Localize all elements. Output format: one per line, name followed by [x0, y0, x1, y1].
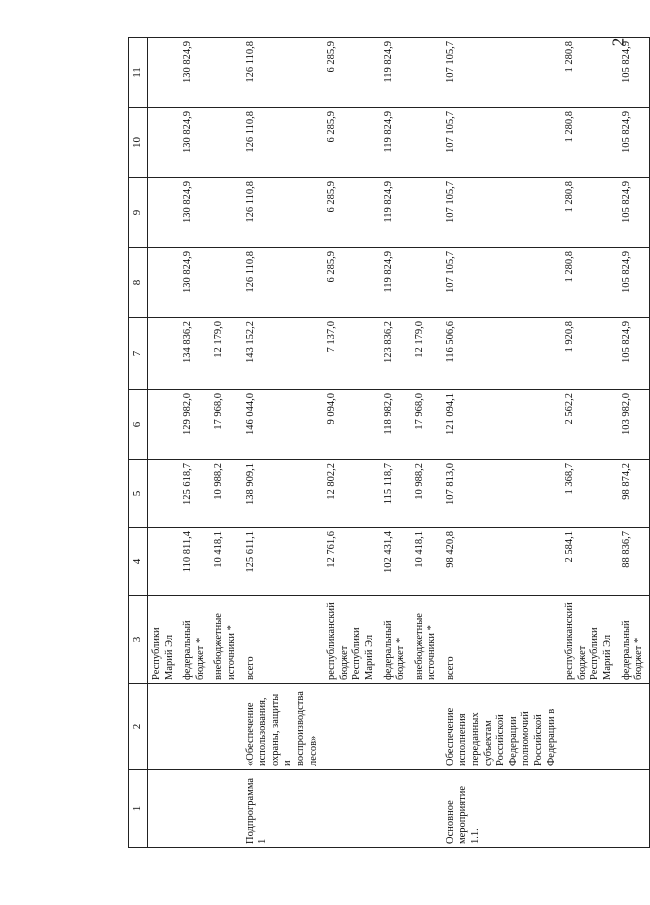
value-cell: [148, 528, 180, 596]
page-number: 2: [608, 37, 628, 47]
value-cell: 10 418,1: [210, 528, 241, 596]
value-cell: 116 506,6: [442, 318, 561, 390]
column-header: 8: [129, 248, 148, 318]
value-cell: 143 152,2: [242, 318, 324, 390]
value-cell: 12 179,0: [210, 318, 241, 390]
value-cell: 7 137,0: [323, 318, 379, 390]
program-cell: [323, 770, 379, 848]
column-header: 10: [129, 108, 148, 178]
value-cell: 125 611,1: [242, 528, 324, 596]
description-cell: «Обеспечение использования, охраны, защиты и воспроизводства лесов»: [242, 684, 324, 770]
value-cell: 107 105,7: [442, 38, 561, 108]
value-cell: 146 044,0: [242, 390, 324, 460]
value-cell: [210, 178, 241, 248]
description-cell: Обеспечение исполнения переданных субъектам Российской Федерации полномочий Российской Федерации в: [442, 684, 561, 770]
description-cell: [323, 684, 379, 770]
value-cell: 6 285,9: [323, 108, 379, 178]
table-row: [561, 38, 617, 848]
value-cell: 138 909,1: [242, 460, 324, 528]
value-cell: 1 280,8: [561, 108, 617, 178]
value-cell: 9 094,0: [323, 390, 379, 460]
description-cell: [618, 684, 650, 770]
value-cell: 98 420,8: [442, 528, 561, 596]
value-cell: 119 824,9: [380, 108, 411, 178]
value-cell: [148, 108, 180, 178]
budget-table: [128, 37, 650, 848]
value-cell: 102 431,4: [380, 528, 411, 596]
description-cell: [179, 684, 210, 770]
value-cell: 134 836,2: [179, 318, 210, 390]
value-cell: 107 813,0: [442, 460, 561, 528]
value-cell: [411, 178, 442, 248]
column-header: 5: [129, 460, 148, 528]
value-cell: 12 761,6: [323, 528, 379, 596]
value-cell: 103 982,0: [618, 390, 650, 460]
table-row: [618, 38, 650, 848]
value-cell: 2 584,1: [561, 528, 617, 596]
column-header: 7: [129, 318, 148, 390]
value-cell: 2 562,2: [561, 390, 617, 460]
value-cell: [148, 248, 180, 318]
source-cell: республиканский бюджет Республики Марий Эл: [323, 596, 379, 684]
value-cell: [148, 390, 180, 460]
value-cell: 1 280,8: [561, 248, 617, 318]
value-cell: 119 824,9: [380, 178, 411, 248]
value-cell: 10 988,2: [411, 460, 442, 528]
value-cell: 1 368,7: [561, 460, 617, 528]
value-cell: 88 836,7: [618, 528, 650, 596]
value-cell: 105 824,9: [618, 38, 650, 108]
value-cell: 121 094,1: [442, 390, 561, 460]
value-cell: 129 982,0: [179, 390, 210, 460]
value-cell: 1 920,8: [561, 318, 617, 390]
value-cell: [210, 248, 241, 318]
value-cell: 12 179,0: [411, 318, 442, 390]
value-cell: 105 824,9: [618, 108, 650, 178]
value-cell: 6 285,9: [323, 178, 379, 248]
column-header: 3: [129, 596, 148, 684]
value-cell: 6 285,9: [323, 248, 379, 318]
value-cell: 12 802,2: [323, 460, 379, 528]
program-cell: Подпрограмма 1: [242, 770, 324, 848]
value-cell: 107 105,7: [442, 108, 561, 178]
source-cell: федеральный бюджет *: [179, 596, 210, 684]
description-cell: [148, 684, 180, 770]
source-cell: всего: [242, 596, 324, 684]
source-cell: федеральный бюджет *: [618, 596, 650, 684]
column-number-row: [129, 38, 148, 848]
source-cell: внебюджетные источники *: [411, 596, 442, 684]
value-cell: 1 280,8: [561, 38, 617, 108]
value-cell: [148, 38, 180, 108]
value-cell: [210, 108, 241, 178]
value-cell: 125 618,7: [179, 460, 210, 528]
program-cell: [148, 770, 180, 848]
program-cell: [411, 770, 442, 848]
column-header: 6: [129, 390, 148, 460]
column-header: 1: [129, 770, 148, 848]
column-header: 11: [129, 38, 148, 108]
value-cell: 105 824,9: [618, 178, 650, 248]
value-cell: 98 874,2: [618, 460, 650, 528]
value-cell: 130 824,9: [179, 108, 210, 178]
table-row: [442, 38, 561, 848]
value-cell: 130 824,9: [179, 248, 210, 318]
value-cell: 10 418,1: [411, 528, 442, 596]
description-cell: [561, 684, 617, 770]
value-cell: 119 824,9: [380, 38, 411, 108]
table-row: [242, 38, 324, 848]
table-row: [411, 38, 442, 848]
value-cell: 126 110,8: [242, 178, 324, 248]
value-cell: [148, 460, 180, 528]
value-cell: [411, 38, 442, 108]
value-cell: [148, 318, 180, 390]
value-cell: 119 824,9: [380, 248, 411, 318]
program-cell: [618, 770, 650, 848]
value-cell: 110 811,4: [179, 528, 210, 596]
value-cell: 6 285,9: [323, 38, 379, 108]
value-cell: [210, 38, 241, 108]
value-cell: 105 824,9: [618, 248, 650, 318]
program-cell: [179, 770, 210, 848]
value-cell: 115 118,7: [380, 460, 411, 528]
table-body: [148, 38, 650, 848]
value-cell: 17 968,0: [210, 390, 241, 460]
table-row: [323, 38, 379, 848]
program-cell: Основное мероприятие 1.1.: [442, 770, 561, 848]
table-row: [148, 38, 180, 848]
value-cell: 107 105,7: [442, 178, 561, 248]
value-cell: 126 110,8: [242, 248, 324, 318]
table-row: [210, 38, 241, 848]
description-cell: [380, 684, 411, 770]
source-cell: федеральный бюджет *: [380, 596, 411, 684]
table-row: [179, 38, 210, 848]
value-cell: 105 824,9: [618, 318, 650, 390]
value-cell: 10 988,2: [210, 460, 241, 528]
program-cell: [210, 770, 241, 848]
description-cell: [210, 684, 241, 770]
rotated-table-container: [128, 38, 645, 848]
source-cell: всего: [442, 596, 561, 684]
value-cell: 126 110,8: [242, 38, 324, 108]
value-cell: [148, 178, 180, 248]
program-cell: [380, 770, 411, 848]
value-cell: 123 836,2: [380, 318, 411, 390]
value-cell: 118 982,0: [380, 390, 411, 460]
value-cell: [411, 248, 442, 318]
description-cell: [411, 684, 442, 770]
value-cell: 130 824,9: [179, 38, 210, 108]
value-cell: [411, 108, 442, 178]
value-cell: 1 280,8: [561, 178, 617, 248]
source-cell: внебюджетные источники *: [210, 596, 241, 684]
value-cell: 107 105,7: [442, 248, 561, 318]
column-header: 9: [129, 178, 148, 248]
program-cell: [561, 770, 617, 848]
table-row: [380, 38, 411, 848]
value-cell: 17 968,0: [411, 390, 442, 460]
column-header: 4: [129, 528, 148, 596]
value-cell: 126 110,8: [242, 108, 324, 178]
value-cell: 130 824,9: [179, 178, 210, 248]
source-cell: Республики Марий Эл: [148, 596, 180, 684]
source-cell: республиканский бюджет Республики Марий Эл: [561, 596, 617, 684]
column-header: 2: [129, 684, 148, 770]
